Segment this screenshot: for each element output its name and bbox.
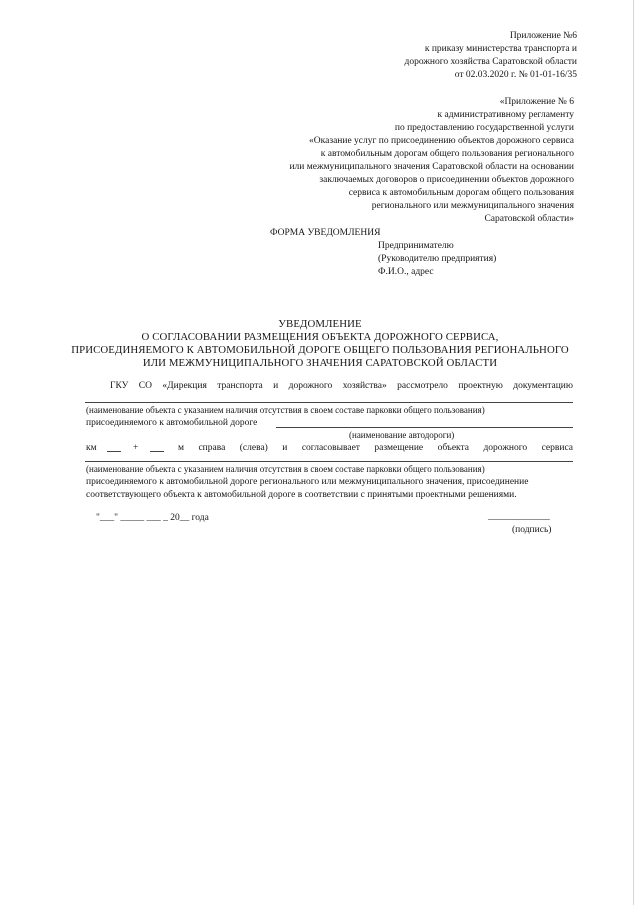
addressee-line: Предпринимателю	[378, 241, 454, 251]
km-label: км	[86, 443, 97, 453]
regulation-appendix-line: заключаемых договоров о присоединении объектов дорожного	[319, 175, 574, 185]
field-caption: (наименование объекта с указанием наличия отсутствия в своем составе парковки общего пользования)	[86, 464, 485, 474]
document-subtitle-line: О СОГЛАСОВАНИИ РАЗМЕЩЕНИЯ ОБЪЕКТА ДОРОЖНОГО СЕРВИСА,	[141, 331, 499, 343]
regulation-appendix-line: или межмуниципального значения Саратовской области на основании	[289, 162, 574, 172]
regulation-appendix-line: «Оказание услуг по присоединению объектов дорожного сервиса	[309, 136, 574, 146]
regulation-appendix-line: Саратовской области»	[484, 214, 574, 224]
document-subtitle-line: ИЛИ МЕЖМУНИЦИПАЛЬНОГО ЗНАЧЕНИЯ САРАТОВСКОЙ ОБЛАСТИ	[142, 357, 498, 369]
blank-line	[85, 461, 573, 462]
body-line: присоединяемого к автомобильной дороге	[86, 418, 258, 428]
addressee-line: Ф.И.О., адрес	[378, 267, 434, 277]
regulation-appendix-line: по предоставлению государственной услуги	[394, 123, 574, 133]
page-edge	[633, 0, 634, 905]
blank-line	[85, 402, 573, 403]
regulation-appendix-number: «Приложение № 6	[499, 97, 574, 107]
regulation-appendix-line: регионального или межмуниципального значения	[371, 201, 574, 211]
blank-line	[150, 451, 164, 452]
signature-line: _____________	[488, 512, 550, 522]
appendix-number: Приложение №6	[509, 31, 577, 41]
regulation-appendix-line: к автомобильным дорогам общего пользования регионального	[320, 149, 574, 159]
body-line: присоединяемого к автомобильной дороге регионального или межмуниципального значения, присоединение	[86, 477, 529, 487]
addressee-line: (Руководителю предприятия)	[378, 254, 497, 264]
document-title: УВЕДОМЛЕНИЕ	[278, 318, 362, 330]
appendix-date-line: от 02.03.2020 г. № 01-01-16/35	[454, 70, 577, 80]
field-caption: (наименование автодороги)	[349, 430, 455, 440]
blank-line	[276, 427, 573, 428]
date-field: "___" _____ ___ _ 20__ года	[96, 513, 209, 523]
document-subtitle-line: ПРИСОЕДИНЯЕМОГО К АВТОМОБИЛЬНОЙ ДОРОГЕ ОБЩЕГО ПОЛЬЗОВАНИЯ РЕГИОНАЛЬНОГО	[71, 344, 569, 356]
field-caption: (наименование объекта с указанием наличия отсутствия в своем составе парковки общего пользования)	[86, 405, 485, 415]
appendix-order-line: к приказу министерства транспорта и	[424, 44, 577, 54]
signature-caption: (подпись)	[512, 525, 552, 535]
body-line: соответствующего объекта к автомобильной дороге в соответствии с принятыми проектными решениями.	[86, 490, 517, 500]
body-paragraph: ГКУ СО «Дирекция транспорта и дорожного хозяйства» рассмотрело проектную документацию	[110, 381, 573, 391]
body-line: м справа (слева) и согласовывает размещение объекта дорожного сервиса	[178, 443, 573, 453]
form-title: ФОРМА УВЕДОМЛЕНИЯ	[270, 228, 381, 238]
regulation-appendix-line: сервиса к автомобильным дорогам общего пользования	[348, 188, 574, 198]
appendix-ministry-line: дорожного хозяйства Саратовской области	[404, 57, 577, 67]
regulation-appendix-line: к административному регламенту	[437, 110, 574, 120]
blank-line	[107, 451, 121, 452]
plus-sign: +	[133, 443, 139, 453]
